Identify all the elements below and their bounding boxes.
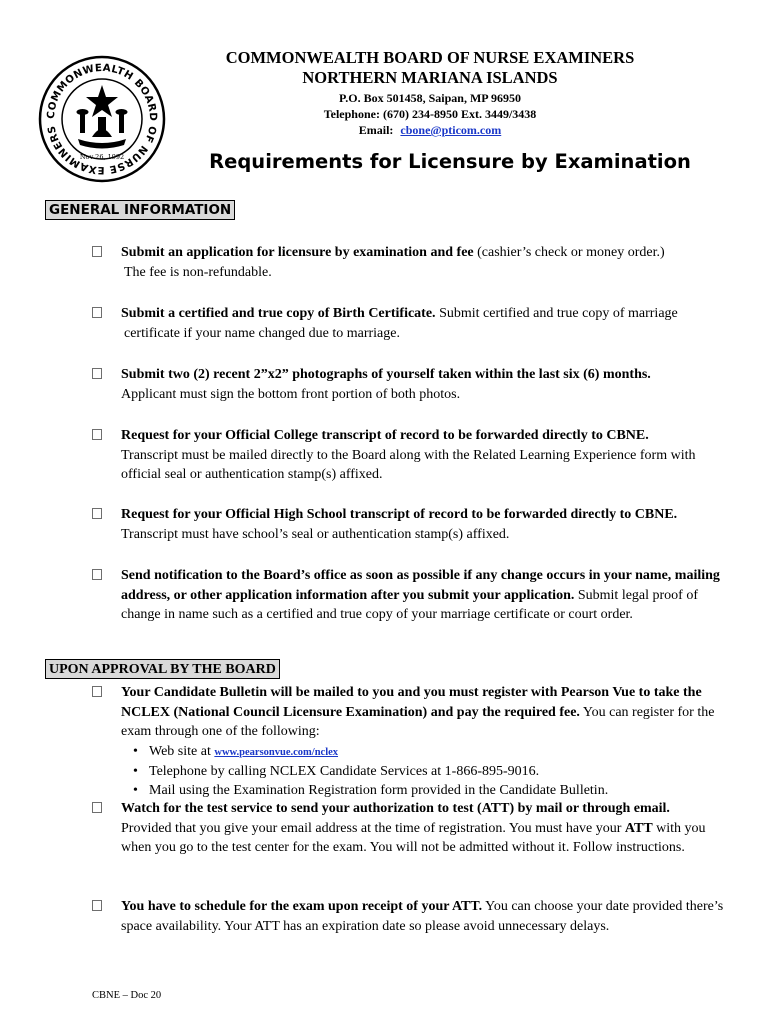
approval-bold: Your Candidate Bulletin will be mailed to you and you must register with Pearson Vue to take the NCLEX (National Council Licensure Examination) and pay the required fee.	[121, 685, 702, 720]
approval-item-bulletin	[92, 683, 737, 800]
checkbox-icon[interactable]	[92, 802, 102, 813]
email-label: Email:	[358, 123, 394, 137]
checkbox-icon[interactable]	[92, 900, 102, 911]
requirement-bold: Request for your Official High School transcript of record to be forwarded directly to CBNE.	[121, 507, 678, 522]
email-link[interactable]: cbone@pticom.com	[400, 123, 502, 137]
requirement-note: Transcript must have school’s seal or authentication stamp(s) affixed.	[121, 526, 510, 542]
requirement-note: certificate if your name changed due to marriage.	[124, 325, 400, 341]
requirement-detail: Submit legal proof of change in name such as a certified and true copy of your marriage certificate or court order.	[121, 587, 699, 622]
requirement-bold: Submit an application for licensure by examination and fee	[121, 245, 474, 260]
requirement-item	[92, 365, 737, 404]
approval-detail: You can choose your date provided there’s space availability. Your ATT has an expiration date so please avoid unnecessary delays.	[121, 899, 724, 934]
checkbox-icon[interactable]	[92, 368, 102, 379]
email-line	[160, 122, 700, 138]
approval-detail: You can register for the exam through one of the following:	[121, 704, 715, 739]
address: P.O. Box 501458, Saipan, MP 96950	[339, 91, 521, 105]
option-telephone: • Telephone by calling NCLEX Candidate Services at 1-866-895-9016.	[121, 762, 737, 781]
general-information-heading: GENERAL INFORMATION	[45, 200, 235, 220]
att-bold: ATT	[624, 820, 653, 836]
requirement-bold: Request for your Official College transcript of record to be forwarded directly to CBNE.	[121, 428, 649, 443]
svg-text:Nov 26, 1992: Nov 26, 1992	[79, 153, 125, 161]
checkbox-icon[interactable]	[92, 686, 102, 697]
option-label: Web site at	[149, 743, 215, 759]
requirement-detail: (cashier’s check or money order.)	[473, 245, 665, 260]
requirement-item	[92, 243, 737, 282]
requirement-bold: Submit two (2) recent 2”x2” photographs of yourself taken within the last six (6) months.	[121, 367, 651, 382]
board-seal	[38, 55, 166, 183]
approval-heading: UPON APPROVAL BY THE BOARD	[45, 659, 280, 679]
board-name: COMMONWEALTH BOARD OF NURSE EXAMINERS	[225, 48, 635, 67]
checkbox-icon[interactable]	[92, 429, 102, 440]
approval-item-att	[92, 799, 737, 858]
approval-detail: with you when you go to the test center for the exam. You will not be admitted without it. Follow instructions.	[121, 820, 706, 855]
option-website	[121, 742, 737, 762]
page-title: Requirements for Licensure by Examination	[209, 150, 691, 173]
approval-bold: Watch for the test service to send your authorization to test (ATT) by mail or through email.	[121, 801, 670, 816]
approval-bold: You have to schedule for the exam upon receipt of your ATT.	[121, 899, 483, 914]
checkbox-icon[interactable]	[92, 569, 102, 580]
requirement-item	[92, 426, 737, 485]
requirement-note: Transcript must be mailed directly to the Board along with the Related Learning Experience form with official seal or authentication stamp(s) affixed.	[121, 447, 696, 482]
requirement-item	[92, 304, 737, 343]
checkbox-icon[interactable]	[92, 508, 102, 519]
requirement-bold: Send notification to the Board’s office as soon as possible if any change occurs in your name, mailing address, or other application information after you submit your application.	[121, 568, 720, 603]
registration-options	[121, 742, 737, 800]
approval-detail: Provided that you give your email address at the time of registration. You must have your	[121, 820, 625, 836]
pearson-vue-link[interactable]: www.pearsonvue.com/nclex	[214, 746, 339, 758]
requirement-item	[92, 505, 737, 544]
letterhead	[160, 48, 700, 138]
option-mail: • Mail using the Examination Registration form provided in the Candidate Bulletin.	[121, 781, 737, 800]
requirement-detail: Submit certified and true copy of marriage	[435, 306, 678, 321]
checkbox-icon[interactable]	[92, 246, 102, 257]
document-footer: CBNE – Doc 20	[92, 990, 162, 1001]
requirement-note: The fee is non-refundable.	[124, 264, 272, 280]
requirement-item	[92, 566, 737, 625]
approval-item-schedule	[92, 897, 737, 936]
svg-text:COMMONWEALTH BOARD OF NURSE EX: COMMONWEALTH BOARD OF NURSE EXAMINERS	[45, 62, 159, 176]
telephone: Telephone: (670) 234-8950 Ext. 3449/3438	[323, 107, 537, 121]
requirement-note: Applicant must sign the bottom front portion of both photos.	[121, 386, 461, 402]
region-name: NORTHERN MARIANA ISLANDS	[302, 68, 558, 87]
requirement-bold: Submit a certified and true copy of Birth Certificate.	[121, 306, 436, 321]
checkbox-icon[interactable]	[92, 307, 102, 318]
